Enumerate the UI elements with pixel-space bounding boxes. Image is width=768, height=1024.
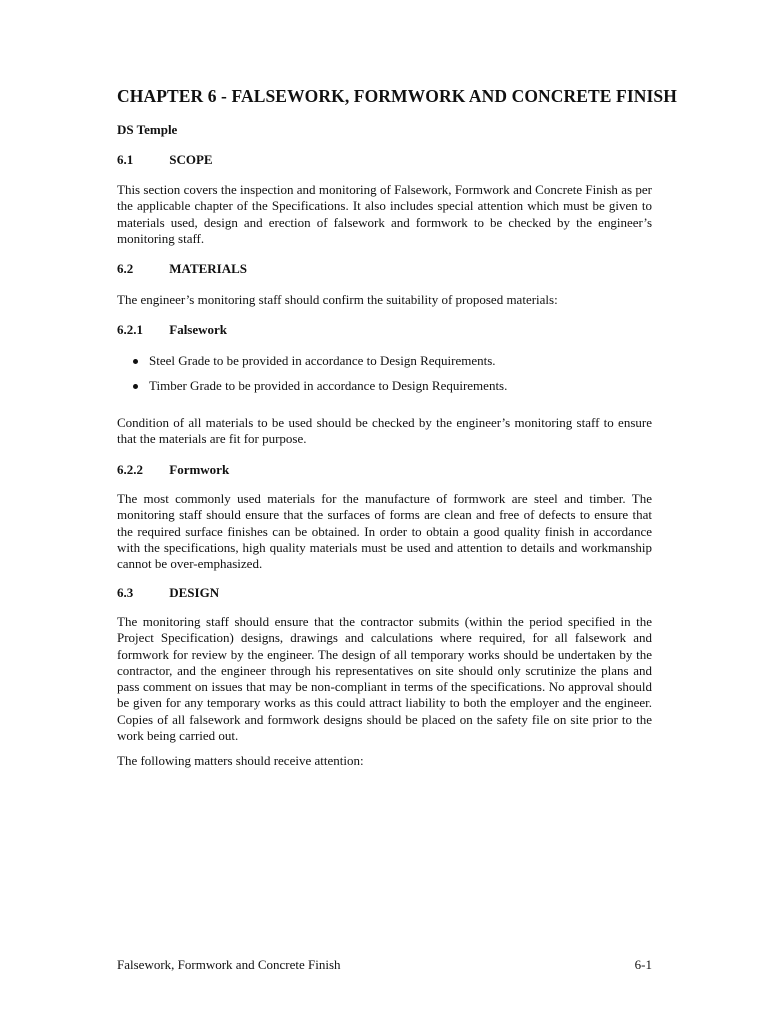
section-number: 6.3 — [117, 585, 134, 600]
section-number: 6.2.1 — [117, 322, 143, 337]
list-item-text: Steel Grade to be provided in accordance to Design Requirements. — [149, 353, 496, 368]
list-item-text: Timber Grade to be provided in accordance to Design Requirements. — [149, 378, 508, 393]
section-number: 6.2.2 — [117, 462, 143, 477]
section-number: 6.1 — [117, 152, 134, 167]
materials-paragraph: The engineer’s monitoring staff should confirm the suitability of proposed materials: — [117, 292, 558, 307]
scope-paragraph: This section covers the inspection and monitoring of Falsework, Formwork and Concrete Finish as per the applicable chapter of the Specifications. It also includes special attention which must be given to materials used, design and erection of falsework and formwork to be checked by the engineer’s monitoring staff. — [117, 182, 652, 246]
subsection-heading-falsework — [117, 322, 227, 338]
section-title: Formwork — [169, 462, 230, 477]
design-followup-paragraph: The following matters should receive attention: — [117, 753, 364, 768]
section-title: SCOPE — [169, 152, 213, 167]
subsection-heading-formwork — [117, 462, 229, 478]
section-title: Falsework — [169, 322, 228, 337]
section-number: 6.2 — [117, 261, 134, 276]
author-name: DS Temple — [117, 122, 178, 137]
formwork-paragraph: The most commonly used materials for the manufacture of formwork are steel and timber. The monitoring staff should ensure that the surfaces of forms are clean and free of defects to ensure that the required surface finishes can be obtained. In order to obtain a good quality finish in accordance with the specifications, high quality materials must be used and attention to details and workmanship cannot be over-emphasized. — [117, 491, 652, 572]
section-heading-scope — [117, 152, 213, 168]
section-heading-design — [117, 585, 219, 601]
chapter-title: CHAPTER 6 - FALSEWORK, FORMWORK AND CONCRETE FINISH — [117, 86, 677, 106]
section-title: DESIGN — [169, 585, 220, 600]
list-item — [130, 353, 650, 378]
falsework-paragraph: Condition of all materials to be used should be checked by the engineer’s monitoring staff to ensure that the materials are fit for purpose. — [117, 415, 652, 447]
bullet-icon — [133, 359, 138, 364]
footer-title: Falsework, Formwork and Concrete Finish — [117, 957, 341, 972]
page-number: 6-1 — [634, 957, 652, 972]
list-item — [130, 378, 650, 403]
falsework-bullet-list — [130, 353, 650, 403]
design-paragraph: The monitoring staff should ensure that the contractor submits (within the period specified in the Project Specification) designs, drawings and calculations where required, for all falsework and formwork for review by the engineer. The design of all temporary works should be undertaken by the contractor, and the engineer through his representatives on site should only scrutinize the plans and pass comment on issues that may be non-compliant in terms of the specifications. No approval should be given for any temporary works as this could attract liability to both the employer and the engineer. Copies of all falsework and formwork designs should be placed on the safety file on site prior to the work being carried out. — [117, 614, 652, 744]
section-heading-materials — [117, 261, 247, 277]
section-title: MATERIALS — [169, 261, 248, 276]
bullet-icon — [133, 384, 138, 389]
